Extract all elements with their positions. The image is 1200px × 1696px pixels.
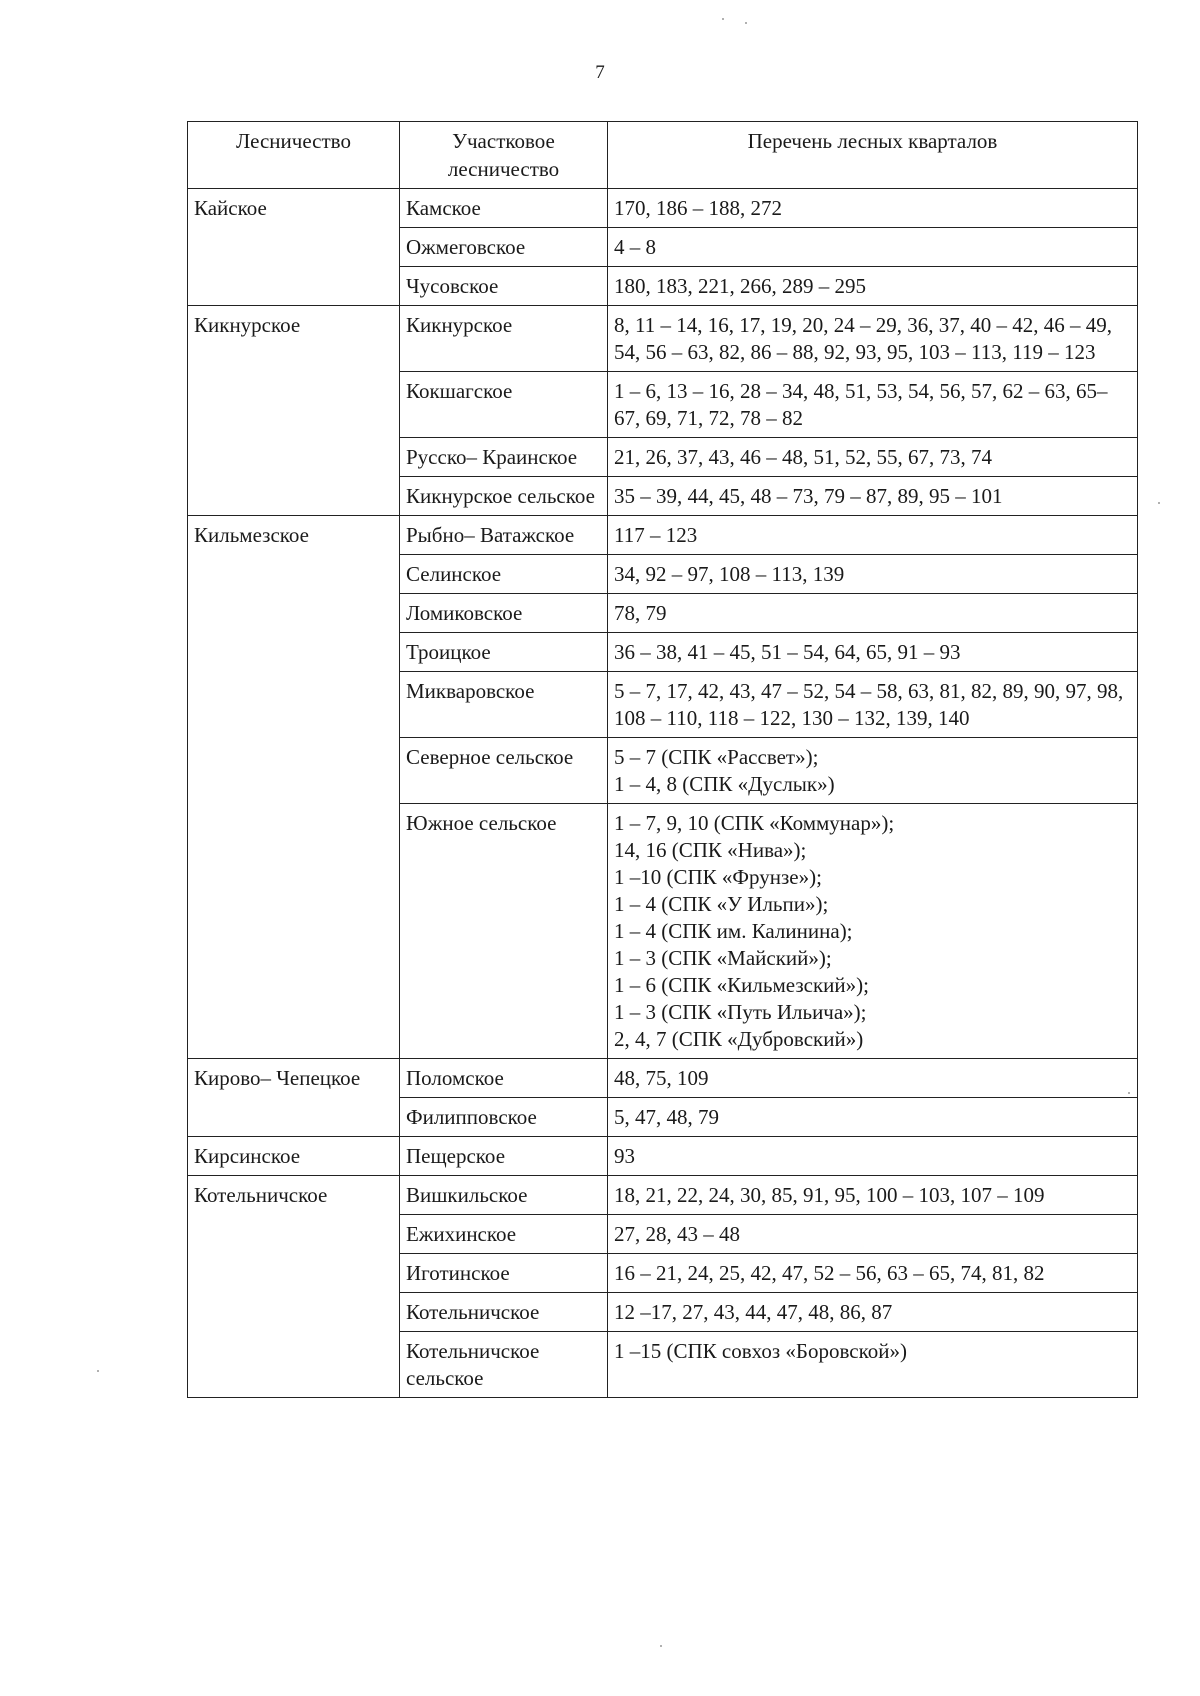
table-row: [188, 306, 1138, 372]
district-forestry-cell: Котельничское сельское: [400, 1332, 608, 1398]
quarters-line: 14, 16 (СПК «Нива»);: [614, 838, 807, 862]
quarters-cell: 18, 21, 22, 24, 30, 85, 91, 95, 100 – 103, 107 – 109: [608, 1176, 1138, 1215]
quarters-cell: 35 – 39, 44, 45, 48 – 73, 79 – 87, 89, 95 – 101: [608, 477, 1138, 516]
quarters-cell: 170, 186 – 188, 272: [608, 189, 1138, 228]
scan-speck: [97, 1370, 99, 1372]
quarters-cell: 1 –15 (СПК совхоз «Боровской»): [608, 1332, 1138, 1398]
forestry-cell: Котельничское: [188, 1176, 400, 1398]
district-forestry-cell: Кикнурское сельское: [400, 477, 608, 516]
district-forestry-cell: Северное сельское: [400, 738, 608, 804]
district-forestry-cell: Южное сельское: [400, 804, 608, 1059]
forestry-cell: Кайское: [188, 189, 400, 306]
quarters-cell: 27, 28, 43 – 48: [608, 1215, 1138, 1254]
district-forestry-cell: Рыбно– Ватажское: [400, 516, 608, 555]
quarters-line: 2, 4, 7 (СПК «Дубровский»): [614, 1027, 864, 1051]
quarters-line: 1 – 3 (СПК «Путь Ильича»);: [614, 1000, 867, 1024]
district-forestry-cell: Кокшагское: [400, 372, 608, 438]
quarters-cell: 93: [608, 1137, 1138, 1176]
district-forestry-cell: Селинское: [400, 555, 608, 594]
district-forestry-cell: Ломиковское: [400, 594, 608, 633]
quarters-cell: 34, 92 – 97, 108 – 113, 139: [608, 555, 1138, 594]
table-row: [188, 1059, 1138, 1098]
forest-quarters-table: [187, 121, 1138, 1398]
district-forestry-cell: Филипповское: [400, 1098, 608, 1137]
district-forestry-cell: Пещерское: [400, 1137, 608, 1176]
district-forestry-cell: Чусовское: [400, 267, 608, 306]
quarters-cell: 5, 47, 48, 79: [608, 1098, 1138, 1137]
quarters-cell: 117 – 123: [608, 516, 1138, 555]
district-forestry-cell: Микваровское: [400, 672, 608, 738]
header-forestry: Лесничество: [188, 122, 400, 189]
quarters-line: 5 – 7 (СПК «Рассвет»);: [614, 745, 819, 769]
quarters-line: 1 – 4 (СПК «У Ильпи»);: [614, 892, 829, 916]
table-row: [188, 1176, 1138, 1215]
quarters-cell: 12 –17, 27, 43, 44, 47, 48, 86, 87: [608, 1293, 1138, 1332]
district-forestry-cell: Котельничское: [400, 1293, 608, 1332]
district-forestry-cell: Камское: [400, 189, 608, 228]
quarters-line: 1 – 7, 9, 10 (СПК «Коммунар»);: [614, 811, 895, 835]
district-forestry-cell: Ежихинское: [400, 1215, 608, 1254]
forestry-cell: Кикнурское: [188, 306, 400, 516]
scan-speck: [722, 18, 724, 20]
quarters-line: 1 – 6 (СПК «Кильмезский»);: [614, 973, 869, 997]
quarters-cell: [608, 738, 1138, 804]
district-forestry-cell: Вишкильское: [400, 1176, 608, 1215]
table-row: [188, 516, 1138, 555]
quarters-line: 1 – 4, 8 (СПК «Дуслык»): [614, 772, 835, 796]
table-row: [188, 1137, 1138, 1176]
quarters-line: 1 – 4 (СПК им. Калинина);: [614, 919, 853, 943]
quarters-cell: 1 – 6, 13 – 16, 28 – 34, 48, 51, 53, 54, 56, 57, 62 – 63, 65– 67, 69, 71, 72, 78 – 82: [608, 372, 1138, 438]
quarters-cell: 21, 26, 37, 43, 46 – 48, 51, 52, 55, 67, 73, 74: [608, 438, 1138, 477]
district-forestry-cell: Кикнурское: [400, 306, 608, 372]
header-quarters: Перечень лесных кварталов: [608, 122, 1138, 189]
scan-speck: [745, 22, 747, 24]
table-row: [188, 189, 1138, 228]
forestry-cell: Кирсинское: [188, 1137, 400, 1176]
forestry-cell: Кирово– Чепецкое: [188, 1059, 400, 1137]
scan-speck: [660, 1645, 662, 1647]
quarters-cell: 36 – 38, 41 – 45, 51 – 54, 64, 65, 91 – 93: [608, 633, 1138, 672]
quarters-cell: 180, 183, 221, 266, 289 – 295: [608, 267, 1138, 306]
forestry-cell: Кильмезское: [188, 516, 400, 1059]
quarters-cell: 4 – 8: [608, 228, 1138, 267]
quarters-cell: 16 – 21, 24, 25, 42, 47, 52 – 56, 63 – 65, 74, 81, 82: [608, 1254, 1138, 1293]
district-forestry-cell: Троицкое: [400, 633, 608, 672]
table-header-row: [188, 122, 1138, 189]
quarters-cell: 5 – 7, 17, 42, 43, 47 – 52, 54 – 58, 63, 81, 82, 89, 90, 97, 98, 108 – 110, 118 – 122, 130 – 132, 139, 140: [608, 672, 1138, 738]
quarters-cell: 78, 79: [608, 594, 1138, 633]
quarters-line: 1 –10 (СПК «Фрунзе»);: [614, 865, 822, 889]
scan-speck: [1128, 1092, 1130, 1094]
table-body: [188, 189, 1138, 1398]
district-forestry-cell: Иготинское: [400, 1254, 608, 1293]
quarters-line: 1 – 3 (СПК «Майский»);: [614, 946, 832, 970]
quarters-cell: 8, 11 – 14, 16, 17, 19, 20, 24 – 29, 36, 37, 40 – 42, 46 – 49, 54, 56 – 63, 82, 86 – 88, 92, 93, 95, 103 – 113, 119 – 123: [608, 306, 1138, 372]
district-forestry-cell: Поломское: [400, 1059, 608, 1098]
page-number: 7: [595, 62, 605, 83]
quarters-cell: [608, 804, 1138, 1059]
header-district-forestry: Участковое лесничество: [400, 122, 608, 189]
district-forestry-cell: Русско– Краинское: [400, 438, 608, 477]
district-forestry-cell: Ожмеговское: [400, 228, 608, 267]
scan-speck: [1158, 502, 1160, 504]
quarters-cell: 48, 75, 109: [608, 1059, 1138, 1098]
